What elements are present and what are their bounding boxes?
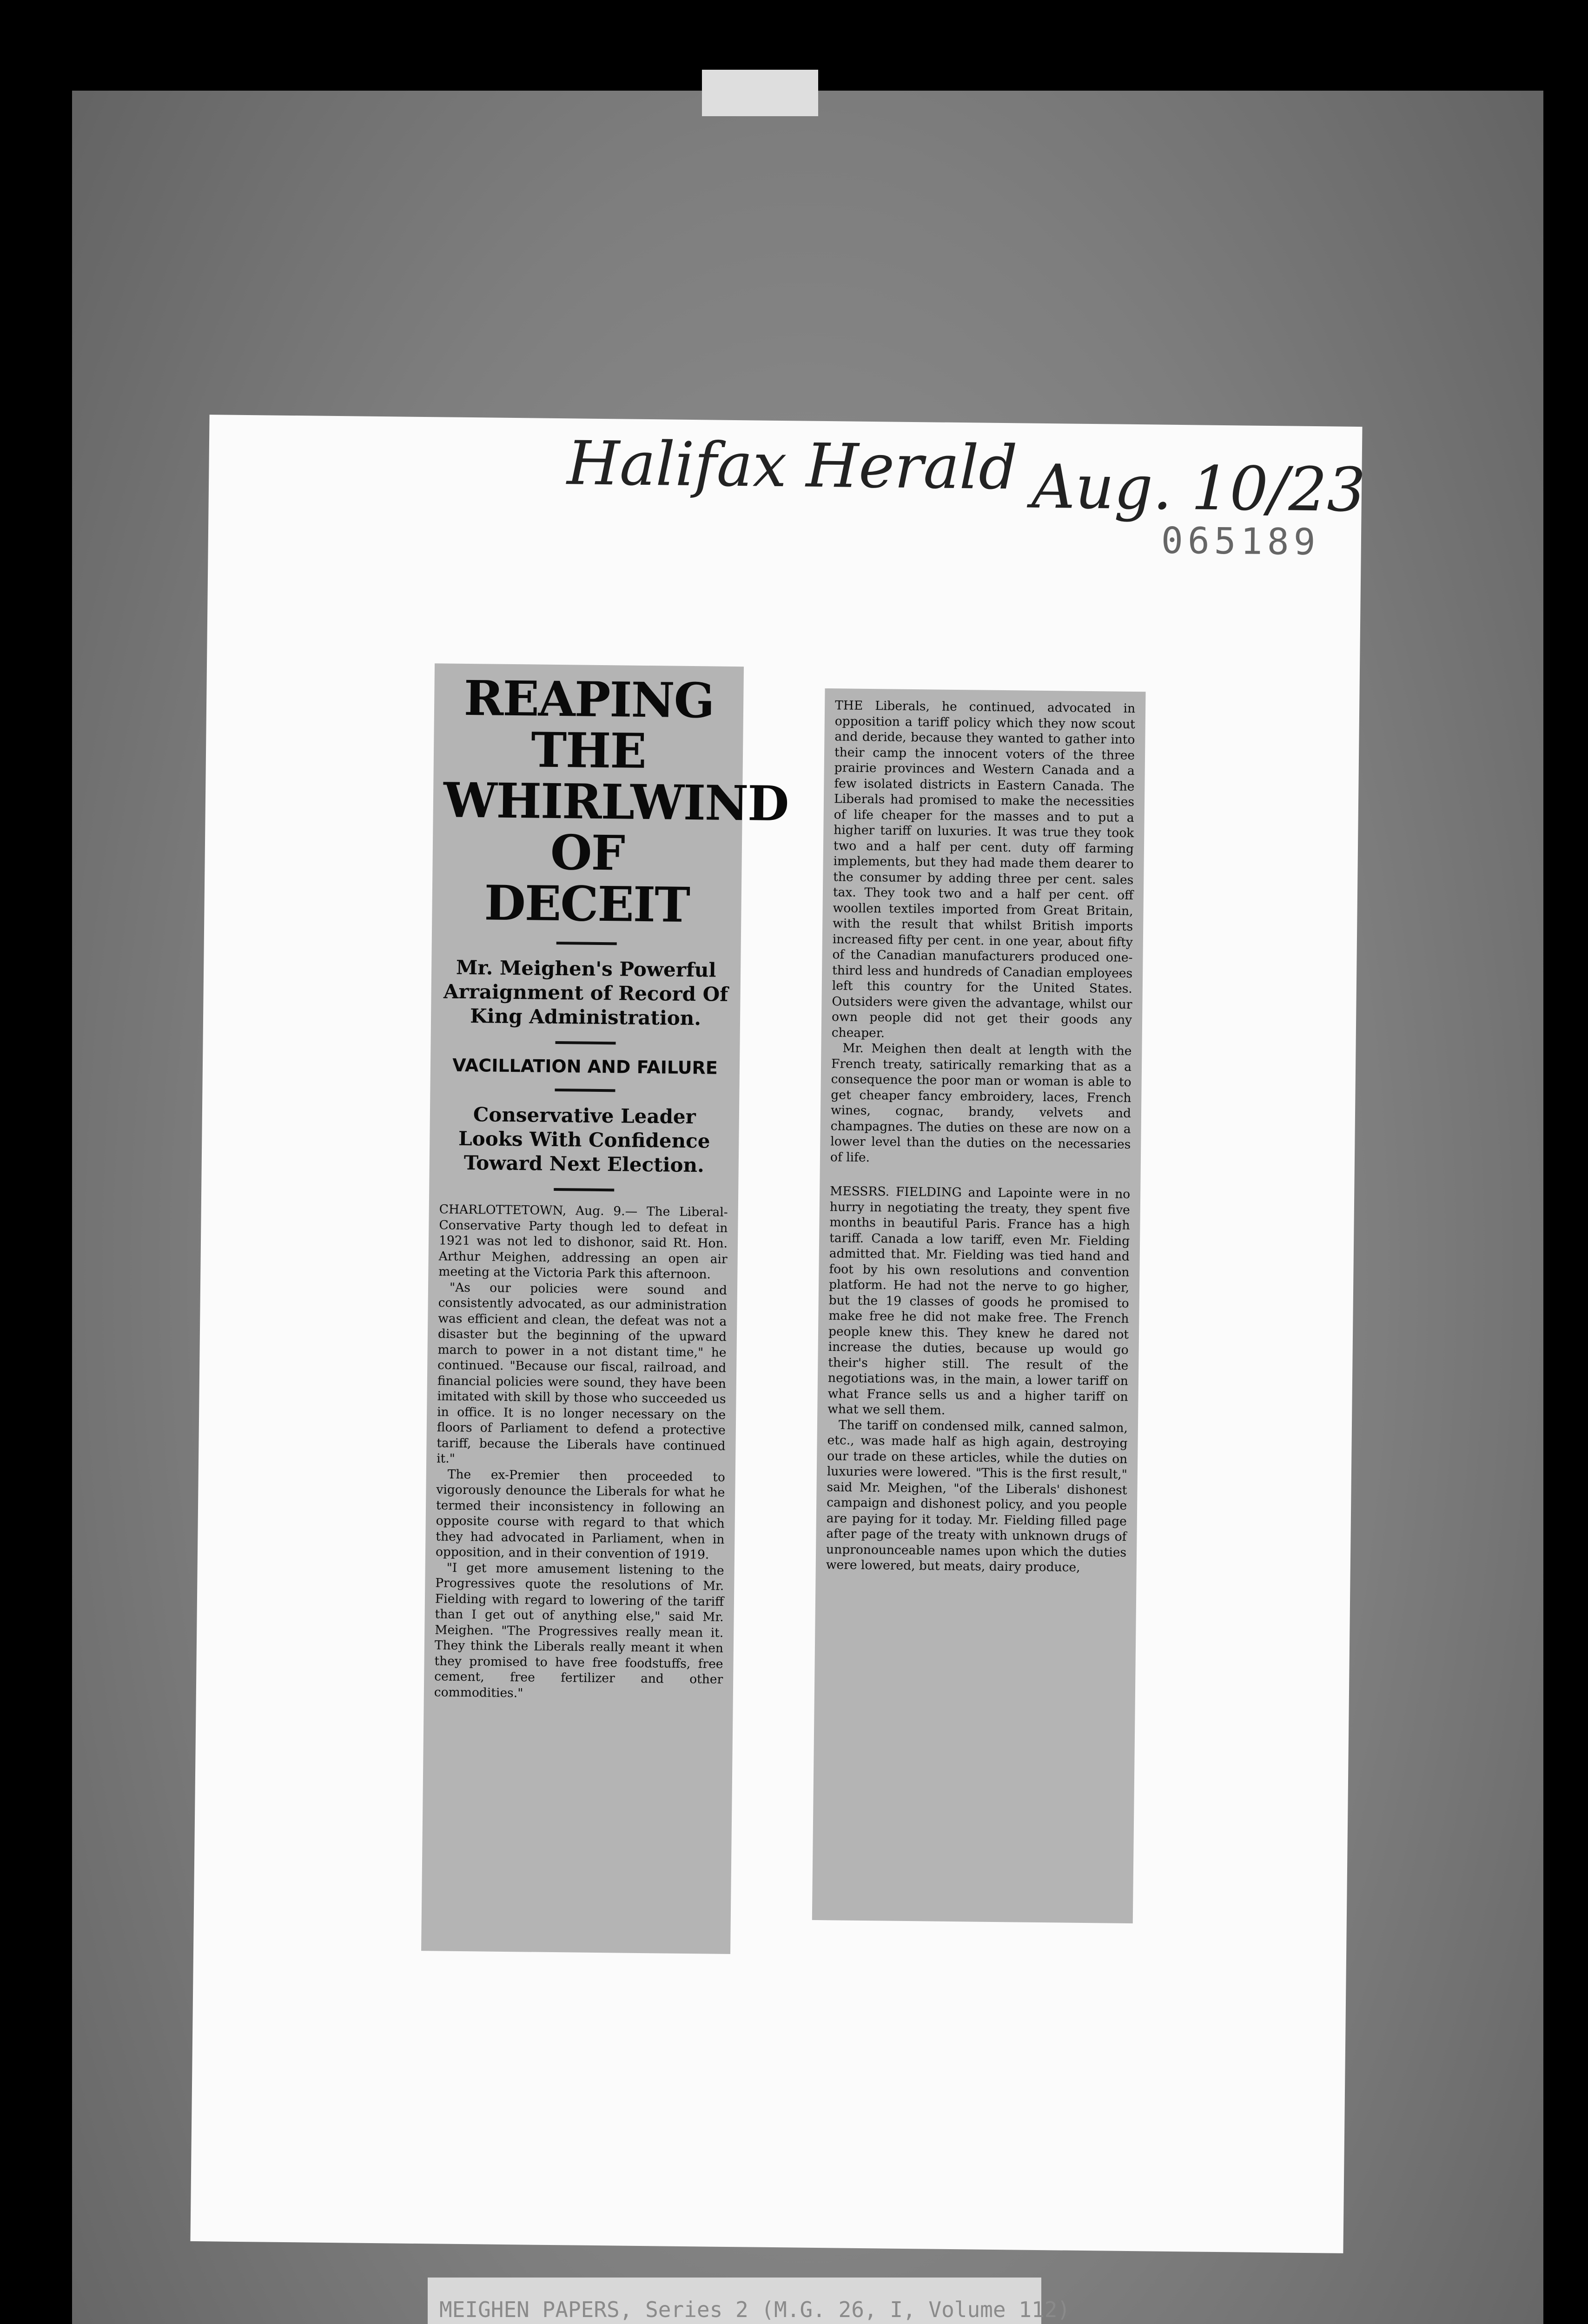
paragraph: The ex-Premier then proceeded to vigorously denounce the Liberals for what he termed their inconsistency in following an opposite course with regard to that which they had advocated in Parliament, when in opposition, and in their convention of 1919. <box>435 1467 725 1562</box>
article-body-left <box>434 1202 728 1703</box>
document-number-stamp: 065189 <box>1161 520 1321 564</box>
handwritten-source: Halifax Herald <box>566 428 1018 503</box>
divider <box>555 1089 615 1092</box>
collection-label: MEIGHEN PAPERS, Series 2 (M.G. 26, I, Volume 112) <box>439 2297 1071 2322</box>
article-deck-1: Mr. Meighen's Powerful Arraignment of Record Of King Administration. <box>443 956 728 1030</box>
divider <box>556 942 616 945</box>
article-headline: REAPING THE WHIRLWIND OF DECEIT <box>443 670 789 933</box>
paragraph: THE Liberals, he continued, advocated in opposition a tariff policy which they now scout and deride, because they wanted to gather into their camp the innocent voters of the three prairie provinces and Western Canada and a few isolated districts in Eastern Canada. The Liberals had promised to make the necessities of life cheaper for the masses and to put a higher tariff on luxuries. It was true they took two and a half per cent. duty off farming implements, but they had made them dearer to the consumer by adding three per cent. sales tax. They took two and a half per cent. off woollen textiles imported from Great Britain, with the result that whilst British imports increased fifty per cent. in one year, about fifty of the Canadian manufacturers produced one-third less and hundreds of Canadian employees left this country for the United States. Outsiders were given the advantage, whilst our own people did not get their goods any cheaper. <box>831 698 1136 1040</box>
paragraph: "As our policies were sound and consistently advocated, as our administration was efficient and clean, the defeat was not a disaster but the beginning of the upward march to power in a not distant time," he continued. "Because our fiscal, railroad, and financial policies were sound, they have been imitated with skill by those who succeeded us in office. It is no longer necessary on the floors of Parliament to defend a protective tariff, because the Liberals have continued it." <box>436 1280 728 1466</box>
handwritten-date: Aug. 10/23 <box>1031 451 1366 526</box>
article-deck-2: VACILLATION AND FAILURE <box>452 1055 718 1078</box>
paragraph: "I get more amusement listening to the Progressives quote the resolutions of Mr. Fielding with regard to lowering of the tariff than I get out of anything else," said Mr. Meighen. "The Progressives really mean it. They think the Liberals really meant it when they promised to have free foodstuffs, free cement, free fertilizer and other commodities." <box>434 1560 724 1700</box>
divider <box>554 1188 614 1191</box>
article-body-right <box>826 698 1136 1576</box>
paragraph: The tariff on condensed milk, canned salmon, etc., was made half as high again, destroying our trade on these articles, while the duties on luxuries were lowered. "This is the first result," said Mr. Meighen, "of the Liberals' dishonest campaign and dishonest policy, and you people are paying for it today. Mr. Fielding filled page after page of the treaty with unknown drugs of unpronounceable names upon which the duties were lowered, but meats, dairy produce, <box>826 1417 1128 1575</box>
article-column-right <box>812 688 1146 1923</box>
paragraph: CHARLOTTETOWN, Aug. 9.— The Liberal-Conservative Party though led to defeat in 1921 was not led to dishonor, said Rt. Hon. Arthur Meighen, addressing an open air meeting at the Victoria Park this afternoon. <box>438 1202 728 1282</box>
paragraph: Mr. Meighen then dealt at length with the French treaty, satirically remarking that as a consequence the poor man or woman is able to get cheaper fancy embroidery, laces, French wines, cognac, brandy, velvets and champagnes. The duties on these are now on a lower level than the duties on the necessaries of life. <box>830 1041 1132 1165</box>
article-deck-3: Conservative Leader Looks With Confidence Toward Next Election. <box>458 1103 710 1177</box>
article-column-left <box>421 663 789 1954</box>
divider <box>555 1041 615 1044</box>
clipping-sheet <box>190 415 1366 2253</box>
paragraph: MESSRS. FIELDING and Lapointe were in no hurry in negotiating the treaty, they spent five months in beautiful Paris. France has a high tariff. Canada a low tariff, even Mr. Fielding admitted that. Mr. Fielding was tied hand and foot by his own resolutions and convention platform. He had not the nerve to go higher, but the 19 classes of goods he promised to make free he did not make free. The French people knew this. They knew he dared not increase the duties, because up would go their's higher still. The result of the negotiations was, in the main, a lower tariff on what France sells us and a higher tariff on what we sell them. <box>827 1184 1131 1418</box>
mount-tab <box>702 70 818 116</box>
